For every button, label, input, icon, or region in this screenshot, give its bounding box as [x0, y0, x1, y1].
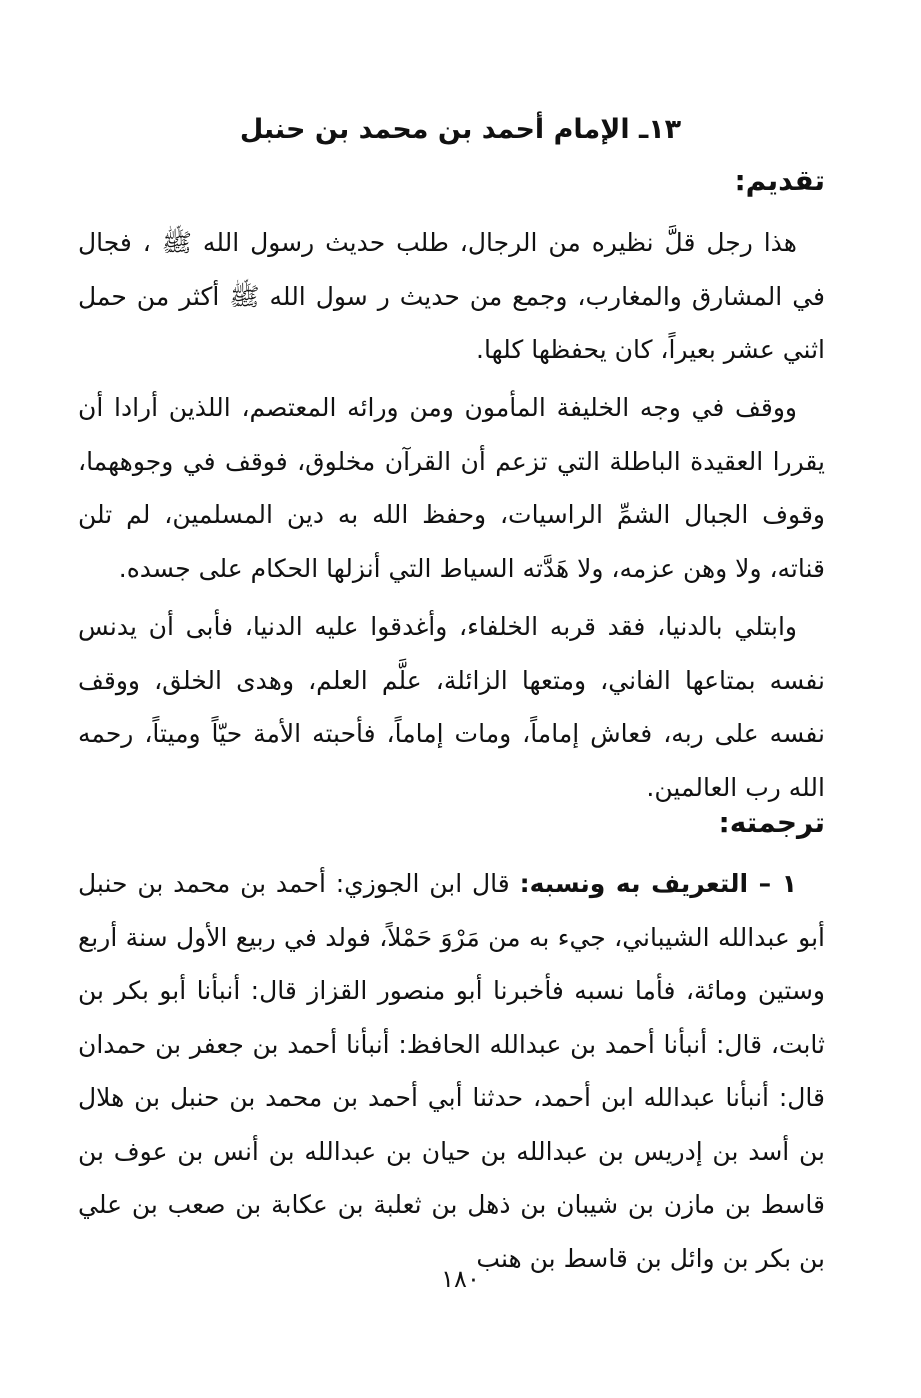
biography-paragraph-1	[78, 857, 825, 1285]
section-heading-introduction: تقديم:	[734, 164, 825, 197]
page-number: ١٨٠	[441, 1265, 480, 1293]
intro-paragraph-2: ووقف في وجه الخليفة المأمون ومن ورائه المعتصم، اللذين أرادا أن يقررا العقيدة الباطلة التي تزعم أن القرآن مخلوق، فوقف في وجوههما، وقوف الجبال الشمِّ الراسيات، وحفظ الله به دين المسلمين، لم تلن قناته، ولا وهن عزمه، ولا هَدَّته السياط التي أنزلها الحكام على جسده.	[78, 393, 825, 583]
section-heading-biography: ترجمته:	[718, 806, 825, 839]
paragraph-lead: ١ – التعريف به ونسبه:	[519, 869, 798, 898]
intro-paragraph-1: هذا رجل قلَّ نظيره من الرجال، طلب حديث رسول الله ﷺ ، فجال في المشارق والمغارب، وجمع من حديث ر سول الله ﷺ أكثر من حمل اثني عشر بعيراً، كان يحفظها كلها.	[78, 228, 825, 364]
chapter-title: ١٣ـ الإمام أحمد بن محمد بن حنبل	[239, 114, 682, 145]
paragraph-body: قال ابن الجوزي: أحمد بن محمد بن حنبل أبو عبدالله الشيباني، جيء به من مَرْوَ حَمْلاً، فولد في ربيع الأول سنة أربع وستين ومائة، فأما نسبه فأخبرنا أبو منصور القزاز قال: أنبأنا أبو بكر بن ثابت، قال: أنبأنا أحمد بن عبدالله الحافظ: أنبأنا أحمد بن جعفر بن حمدان قال: أنبأنا عبدالله ابن أحمد، حدثنا أبي أحمد بن محمد بن حنبل بن هلال بن أسد بن إدريس بن عبدالله بن حيان بن عبدالله بن أنس بن عوف بن قاسط بن مازن بن شيبان بن ذهل بن ثعلبة بن عكابة بن صعب بن علي بن بكر بن وائل بن قاسط بن هنب	[78, 869, 825, 1273]
intro-paragraph-3: وابتلي بالدنيا، فقد قربه الخلفاء، وأغدقوا عليه الدنيا، فأبى أن يدنس نفسه بمتاعها الفاني، ومتعها الزائلة، علَّم العلم، وهدى الخلق، ووقف نفسه على ربه، فعاش إماماً، ومات إماماً، فأحبته الأمة حيّاً وميتاً، رحمه الله رب العالمين.	[78, 612, 825, 802]
